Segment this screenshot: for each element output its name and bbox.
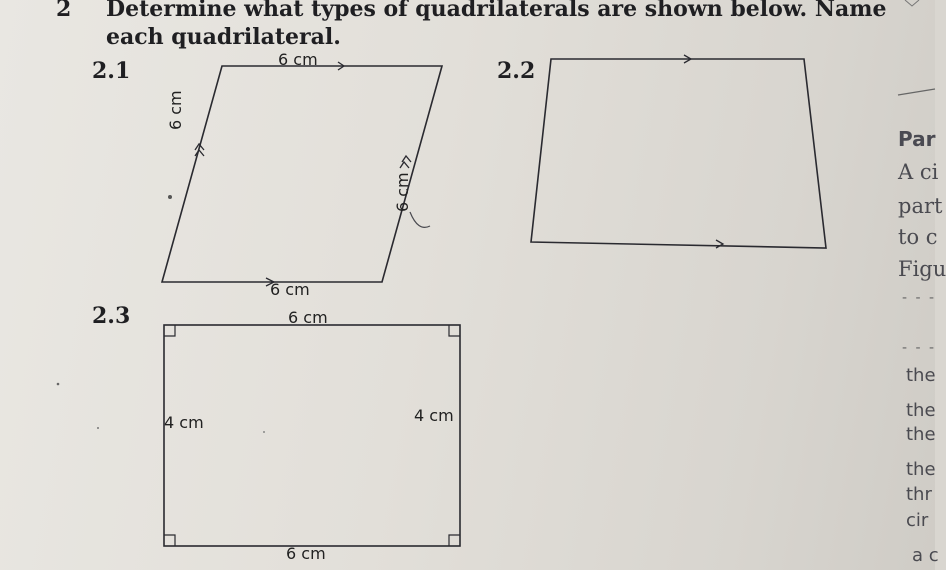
right-column-corner-mark [905,0,919,6]
right-column-serif-line-4: Figu [898,257,946,281]
rectangle-left-dimension: 4 cm [164,413,204,432]
parallel-mark-right [400,156,411,168]
rhombus-right-dimension: 6 cm [393,172,412,212]
question-text-line-2: each quadrilateral. [106,24,341,50]
right-column-text-line-4: the [906,459,936,480]
stray-dot [168,195,172,199]
rectangle-bottom-dimension: 6 cm [286,544,326,563]
right-column-dash-2: - - - [902,340,937,356]
question-number: 2 [56,0,72,22]
right-column-serif-line-2: part [898,194,943,218]
rhombus-top-dimension: 6 cm [278,50,318,69]
figure-2-3-label: 2.3 [92,303,131,329]
stray-dot-4 [263,431,265,433]
right-column-text-line-3: the [906,424,936,445]
right-column-serif-line-1: A ci [898,160,939,184]
stray-dot-3 [97,427,99,429]
right-column-text-line-6: cir [906,510,929,531]
rectangle-right-dimension: 4 cm [414,406,454,425]
right-column-text-line-7: a c [912,545,939,566]
question-text-line-1: Determine what types of quadrilaterals are shown below. Name [106,0,887,22]
figure-2-1-label: 2.1 [92,58,131,84]
right-column-text-line-5: thr [906,484,932,505]
rectangle-figure [164,325,460,546]
right-angle-marker-br [449,535,460,546]
right-angle-marker-tr [449,325,460,336]
stray-dot-2 [57,383,60,386]
right-column-serif-line-3: to c [898,225,938,249]
rhombus-bottom-dimension: 6 cm [270,280,310,299]
figure-2-2-label: 2.2 [497,58,536,84]
right-column-heading: Par [898,127,936,151]
right-column-text-line-2: the [906,400,936,421]
right-angle-marker-tl [164,325,175,336]
parallel-mark-trap-bottom [716,240,723,248]
right-column-dash-1: - - - [902,290,937,306]
right-angle-marker-bl [164,535,175,546]
right-column-text-line-1: the [906,365,936,386]
pencil-mark [410,212,430,227]
trapezium-figure [531,59,826,248]
rectangle-top-dimension: 6 cm [288,308,328,327]
rhombus-left-dimension: 6 cm [166,90,185,130]
right-column-rule [898,89,935,95]
